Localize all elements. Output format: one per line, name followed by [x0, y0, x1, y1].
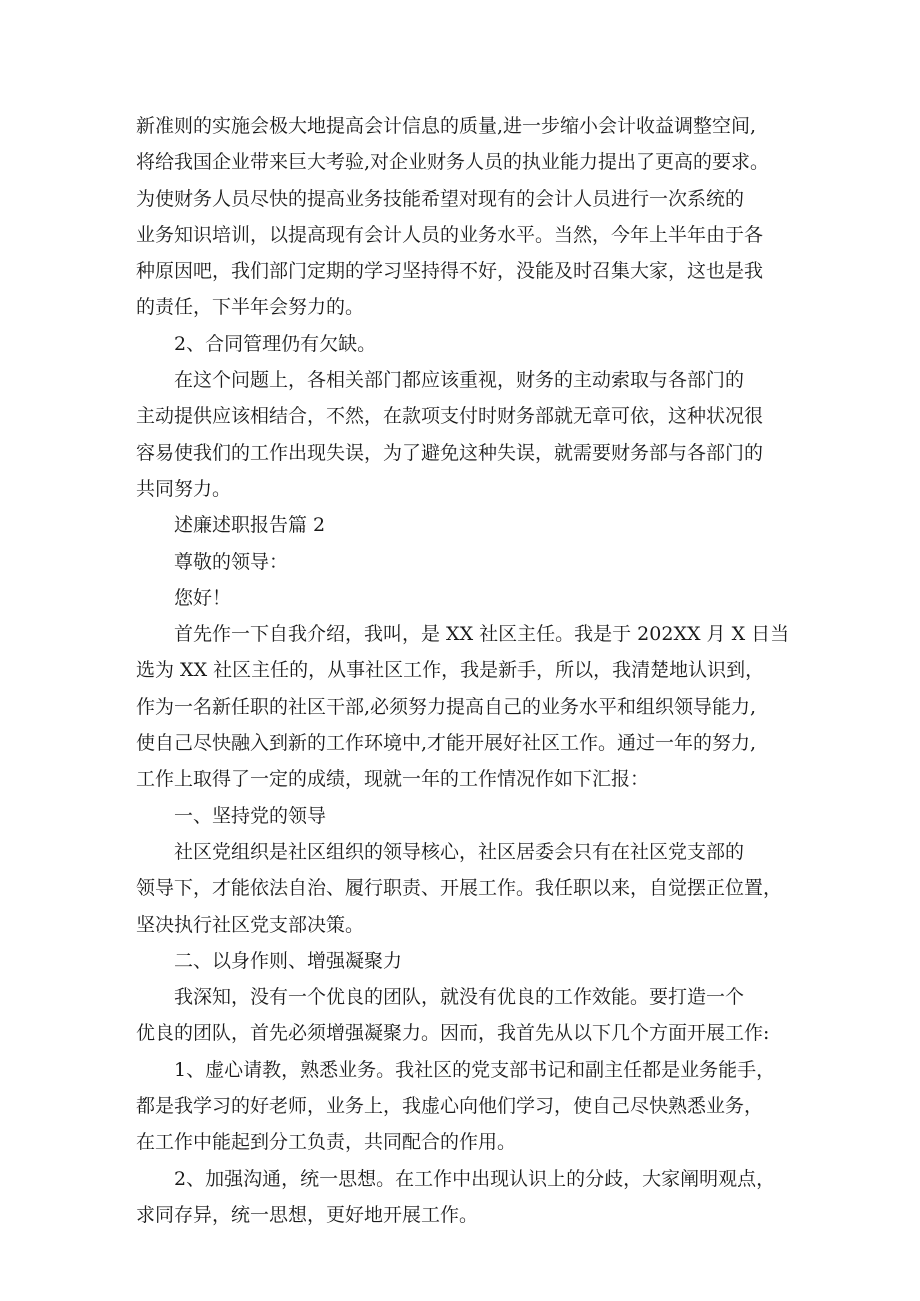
- text-line: 领导下，才能依法自治、履行职责、开展工作。我任职以来，自觉摆正位置，: [136, 877, 783, 900]
- text-line: 1、虚心请教，熟悉业务。我社区的党支部书记和副主任都是业务能手，: [174, 1058, 776, 1081]
- text-line: 您好！: [174, 586, 232, 609]
- text-line: 述廉述职报告篇 2: [174, 514, 326, 537]
- text-line: 尊敬的领导：: [174, 550, 289, 573]
- text-line: 一、坚持党的领导: [174, 804, 327, 827]
- text-line: 2、合同管理仍有欠缺。: [174, 332, 377, 355]
- text-line: 在这个问题上，各相关部门都应该重视，财务的主动索取与各部门的: [174, 369, 745, 392]
- text-line: 社区党组织是社区组织的领导核心，社区居委会只有在社区党支部的: [174, 840, 745, 863]
- text-line: 首先作一下自我介绍，我叫，是 XX 社区主任。我是于 202XX 月 X 日当: [174, 623, 790, 646]
- text-line: 业务知识培训，以提高现有会计人员的业务水平。当然，今年上半年由于各: [136, 223, 764, 246]
- document-body: [136, 108, 820, 1233]
- text-line: 求同存异，统一思想，更好地开展工作。: [136, 1203, 479, 1226]
- text-line: 为使财务人员尽快的提高业务技能希望对现有的会计人员进行一次系统的: [136, 187, 745, 210]
- text-line: 新准则的实施会极大地提高会计信息的质量,进一步缩小会计收益调整空间,: [136, 115, 757, 137]
- text-line: 都是我学习的好老师，业务上，我虚心向他们学习，使自己尽快熟悉业务，: [136, 1095, 764, 1118]
- text-line: 的责任，下半年会努力的。: [136, 296, 365, 319]
- text-line: 种原因吧，我们部门定期的学习坚持得不好，没能及时召集大家，这也是我: [136, 260, 764, 283]
- text-line: 共同努力。: [136, 477, 232, 500]
- text-line: 工作上取得了一定的成绩，现就一年的工作情况作如下汇报：: [136, 768, 650, 791]
- text-line: 容易使我们的工作出现失误，为了避免这种失误，就需要财务部与各部门的: [136, 441, 764, 464]
- text-line: 在工作中能起到分工负责，共同配合的作用。: [136, 1131, 517, 1154]
- text-line: 将给我国企业带来巨大考验,对企业财务人员的执业能力提出了更高的要求。: [136, 151, 770, 174]
- text-line: 选为 XX 社区主任的，从事社区工作，我是新手，所以，我清楚地认识到，: [136, 659, 765, 682]
- text-line: 主动提供应该相结合，不然，在款项支付时财务部就无章可依，这种状况很: [136, 405, 764, 428]
- text-line: 我深知，没有一个优良的团队，就没有优良的工作效能。要打造一个: [174, 986, 745, 1009]
- text-line: 2、加强沟通，统一思想。在工作中出现认识上的分歧，大家阐明观点，: [174, 1167, 776, 1190]
- text-line: 优良的团队，首先必须增强凝聚力。因而，我首先从以下几个方面开展工作:: [136, 1022, 770, 1045]
- text-line: 使自己尽快融入到新的工作环境中,才能开展好社区工作。通过一年的努力,: [136, 732, 757, 755]
- text-line: 作为一名新任职的社区干部,必须努力提高自己的业务水平和组织领导能力,: [136, 695, 757, 718]
- text-line: 坚决执行社区党支部决策。: [136, 913, 365, 936]
- text-line: 二、以身作则、增强凝聚力: [174, 949, 403, 972]
